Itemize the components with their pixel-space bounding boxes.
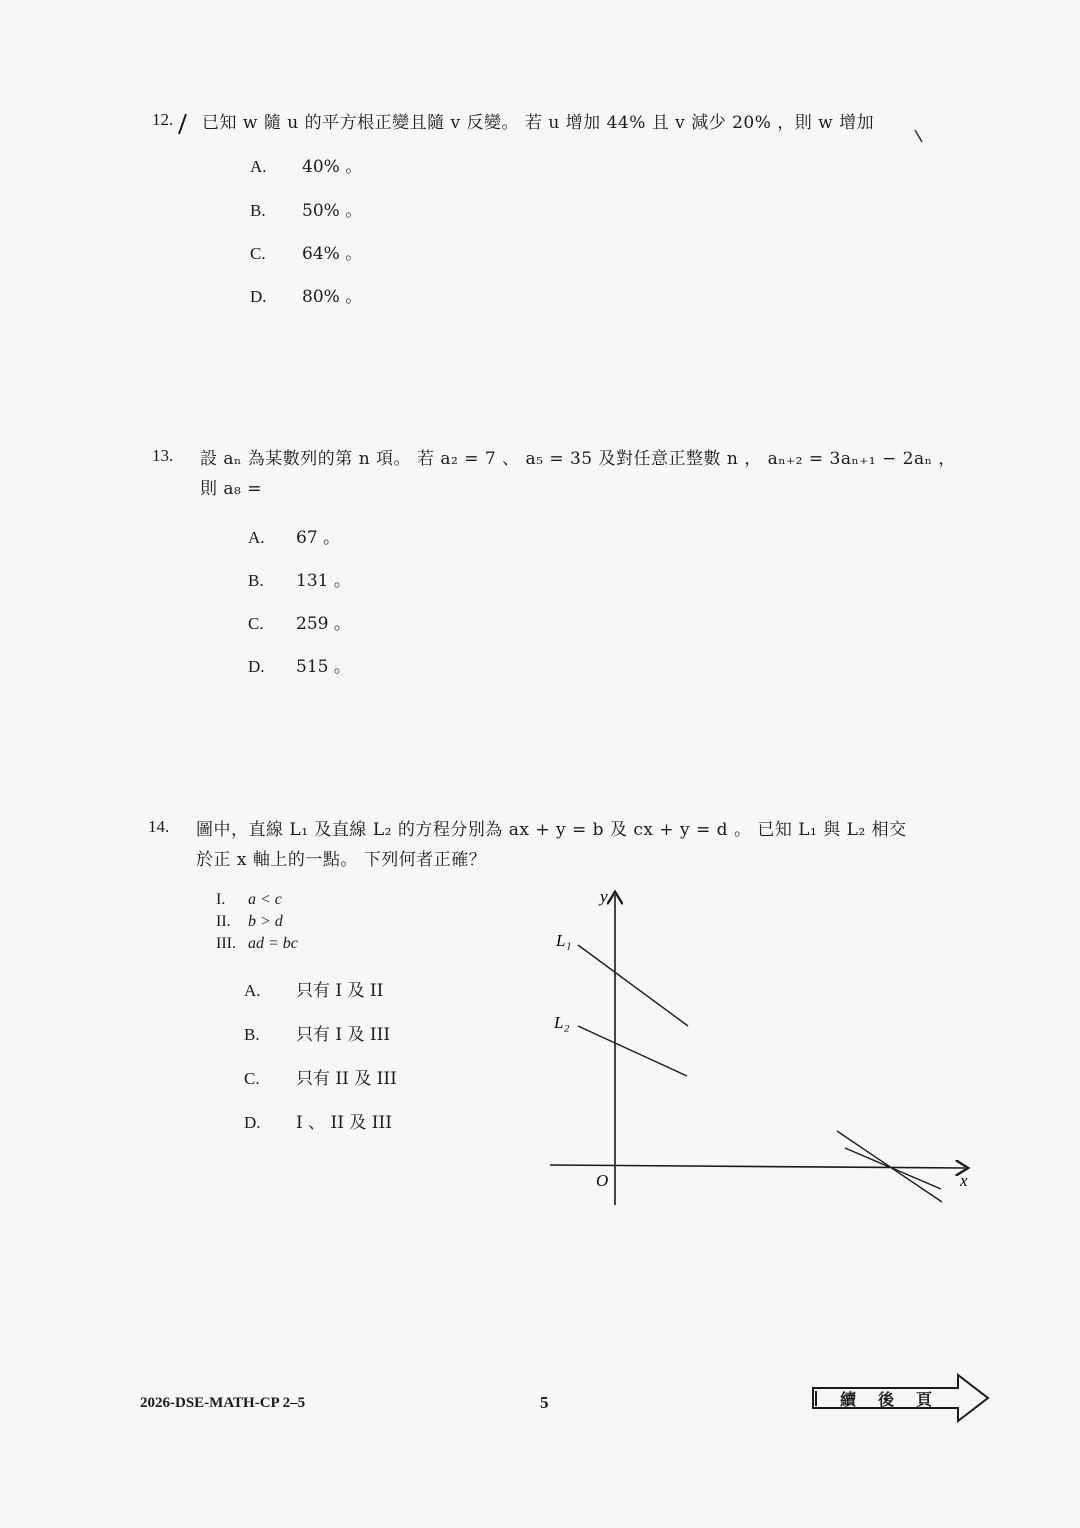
q12-option-c[interactable] [250,239,362,264]
line-l1-label: L₁ [556,931,572,950]
q13-option-a[interactable] [248,523,340,548]
continue-label: 續後頁 [840,1390,955,1409]
statement-expr: a < c [248,891,282,908]
question-13-stem-line-1: 設 aₙ 為某數列的第 n 項。 若 a₂ = 7 、 a₅ = 35 及對任意正整數 n ， aₙ₊₂ = 3aₙ₊₁ − 2aₙ ， [200,449,956,469]
question-12-number: 12. [152,110,174,129]
option-label: C. [248,614,264,633]
statement-numeral: III. [216,935,236,952]
page-number: 5 [540,1393,549,1412]
option-text: 只有 I 及 III [296,1025,391,1045]
question-14-stem-line-1: 圖中，直線 L₁ 及直線 L₂ 的方程分別為 ax + y = b 及 cx + y = d 。 已知 L₁ 與 L₂ 相交 [196,820,907,840]
line-l2 [578,1026,687,1076]
q13-option-c[interactable] [248,609,351,634]
paper-code: 2026-DSE-MATH-CP 2–5 [140,1395,306,1411]
question-14-stem-line-2: 於正 x 軸上的一點。 下列何者正確？ [196,850,487,870]
line-l1 [578,945,688,1026]
q14-option-b[interactable] [244,1020,390,1045]
tick-mark-icon [176,112,190,136]
statement-numeral: I. [216,891,226,908]
option-text: 259 。 [296,614,351,634]
statement-iii [216,933,298,953]
q14-option-a[interactable] [244,976,383,1001]
option-label: D. [248,657,265,676]
q14-option-d[interactable] [244,1108,392,1133]
option-text: 131 。 [296,571,351,591]
option-text: 64% 。 [302,244,363,264]
option-label: D. [250,287,267,306]
question-14-number: 14. [148,817,170,836]
statement-expr: ad = bc [248,935,298,952]
q13-option-b[interactable] [248,566,351,591]
option-label: C. [244,1069,260,1088]
option-text: I 、 II 及 III [296,1113,392,1133]
pen-stroke-icon [912,128,926,146]
option-text: 40% 。 [302,157,363,177]
option-label: D. [244,1113,261,1132]
q12-option-b[interactable] [250,196,362,221]
option-text: 只有 I 及 II [296,981,384,1001]
question-12-stem: 已知 w 隨 u 的平方根正變且隨 v 反變。 若 u 增加 44% 且 v 減少 20% ，則 w 增加 [202,113,875,133]
statement-numeral: II. [216,913,231,930]
statement-ii [216,911,283,931]
x-axis [550,1165,965,1168]
option-label: B. [250,201,266,220]
question-13-number: 13. [152,446,174,465]
statement-expr: b > d [248,913,283,930]
q14-option-c[interactable] [244,1064,397,1089]
question-13-stem-line-2: 則 a₈ = [200,479,263,499]
q13-option-d[interactable] [248,652,351,677]
q12-option-a[interactable] [250,152,362,177]
option-text: 只有 II 及 III [296,1069,397,1089]
continue-next-page-arrow [810,1372,992,1424]
line-l2-label: L₂ [554,1013,570,1032]
origin-label: O [596,1171,609,1190]
x-axis-label: x [960,1171,968,1190]
option-text: 80% 。 [302,287,363,307]
y-axis-label: y [600,887,608,906]
option-label: C. [250,244,266,263]
coordinate-graph [540,880,980,1215]
option-label: B. [244,1025,260,1044]
option-label: A. [248,528,265,547]
option-label: A. [244,981,261,1000]
q12-option-d[interactable] [250,282,362,307]
option-label: B. [248,571,264,590]
statement-i [216,889,282,909]
option-text: 67 。 [296,528,341,548]
option-text: 515 。 [296,657,351,677]
option-label: A. [250,157,267,176]
option-text: 50% 。 [302,201,363,221]
